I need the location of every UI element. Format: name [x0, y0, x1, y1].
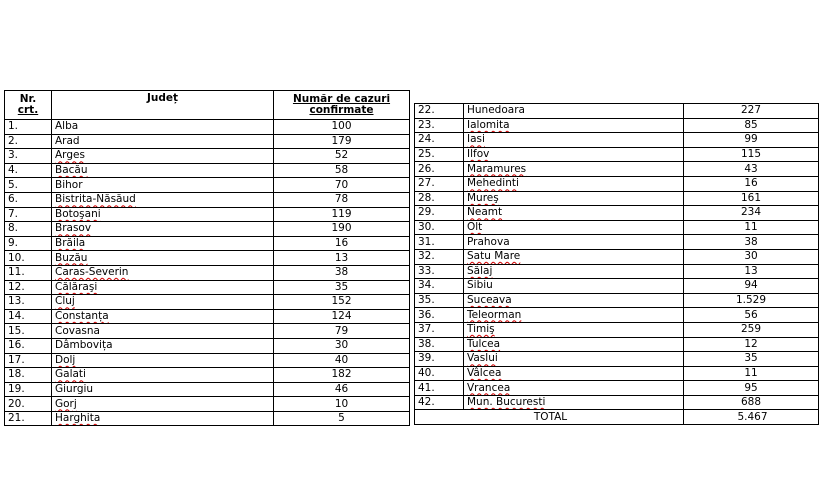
- judet-name: Ialomita: [467, 118, 510, 131]
- cell-cazuri: 16: [684, 176, 819, 191]
- table-row: [5, 134, 410, 149]
- judet-name: Harghita: [55, 412, 101, 425]
- cell-cazuri: 85: [684, 118, 819, 133]
- table-row: [415, 249, 819, 264]
- cell-judet: [464, 264, 684, 279]
- cell-judet: [464, 220, 684, 235]
- judet-name: Timiş: [467, 323, 495, 336]
- table-row: [5, 265, 410, 280]
- cases-table-right: [414, 103, 819, 425]
- table-row: [5, 280, 410, 295]
- cell-cazuri: 78: [274, 192, 410, 207]
- judet-name: Maramures: [467, 162, 527, 175]
- header-judet: Județ: [52, 91, 274, 120]
- cell-cazuri: 115: [684, 147, 819, 162]
- table-row: [415, 104, 819, 119]
- cell-judet: [52, 222, 274, 237]
- cell-nr: 10.: [5, 251, 52, 266]
- cell-cazuri: 259: [684, 322, 819, 337]
- table-row: [415, 162, 819, 177]
- table-row: [5, 222, 410, 237]
- cell-nr: 37.: [415, 322, 464, 337]
- judet-name: Mehedinti: [467, 177, 519, 190]
- cell-cazuri: 99: [684, 133, 819, 148]
- table-body-right: [415, 104, 819, 410]
- judet-name: Gorj: [55, 397, 77, 410]
- table-row: [415, 176, 819, 191]
- judet-name: Hunedoara: [467, 104, 525, 117]
- cell-nr: 6.: [5, 192, 52, 207]
- cell-cazuri: 16: [274, 236, 410, 251]
- judet-name: Tulcea: [467, 337, 501, 350]
- table-row: [5, 295, 410, 310]
- table-row: [415, 308, 819, 323]
- cell-judet: [52, 338, 274, 353]
- cell-cazuri: 13: [274, 251, 410, 266]
- cell-nr: 23.: [415, 118, 464, 133]
- table-row: [415, 381, 819, 396]
- cell-judet: [464, 352, 684, 367]
- judet-name: Covasna: [55, 324, 100, 337]
- cell-cazuri: 100: [274, 120, 410, 135]
- table-row: [5, 149, 410, 164]
- cell-nr: 39.: [415, 352, 464, 367]
- table-row: [415, 191, 819, 206]
- cell-cazuri: 43: [684, 162, 819, 177]
- header-nr-line2: crt.: [17, 104, 39, 116]
- cell-cazuri: 30: [274, 338, 410, 353]
- cell-judet: [52, 192, 274, 207]
- judet-name: Arges: [55, 149, 85, 162]
- table-row: [415, 395, 819, 410]
- table-row: [5, 309, 410, 324]
- cell-nr: 11.: [5, 265, 52, 280]
- cell-nr: 2.: [5, 134, 52, 149]
- cell-nr: 13.: [5, 295, 52, 310]
- table-row: [415, 352, 819, 367]
- table-row: [415, 322, 819, 337]
- table-row: [5, 353, 410, 368]
- cell-nr: 16.: [5, 338, 52, 353]
- table-row: [5, 368, 410, 383]
- judet-name: Cluj: [55, 295, 75, 308]
- cell-nr: 31.: [415, 235, 464, 250]
- cell-judet: [52, 368, 274, 383]
- judet-name: Galati: [55, 368, 86, 381]
- cell-judet: [52, 207, 274, 222]
- judet-name: Vâlcea: [467, 366, 502, 379]
- judet-name: Buzău: [55, 251, 88, 264]
- cell-nr: 12.: [5, 280, 52, 295]
- judet-name: Dâmbovița: [55, 339, 113, 352]
- cell-nr: 36.: [415, 308, 464, 323]
- cell-cazuri: 79: [274, 324, 410, 339]
- judet-name: Dolj: [55, 353, 76, 366]
- cell-nr: 42.: [415, 395, 464, 410]
- cell-nr: 7.: [5, 207, 52, 222]
- cell-judet: [52, 295, 274, 310]
- cell-cazuri: 46: [274, 382, 410, 397]
- table-row: [415, 220, 819, 235]
- cell-cazuri: 56: [684, 308, 819, 323]
- judet-name: Iasi: [467, 133, 485, 146]
- cell-judet: [464, 147, 684, 162]
- header-cazuri: [274, 91, 410, 120]
- cell-cazuri: 58: [274, 163, 410, 178]
- cell-cazuri: 161: [684, 191, 819, 206]
- cell-nr: 21.: [5, 411, 52, 426]
- cell-nr: 3.: [5, 149, 52, 164]
- cell-cazuri: 190: [274, 222, 410, 237]
- table-row: [5, 207, 410, 222]
- judet-name: Arad: [55, 134, 80, 147]
- cell-cazuri: 94: [684, 279, 819, 294]
- table-row: [415, 147, 819, 162]
- judet-name: Alba: [55, 120, 79, 133]
- cell-judet: [464, 191, 684, 206]
- judet-name: Vrancea: [467, 381, 511, 394]
- table-row: [5, 178, 410, 193]
- judet-name: Satu Mare: [467, 250, 521, 263]
- cell-judet: [52, 324, 274, 339]
- cell-judet: [52, 163, 274, 178]
- cell-cazuri: 182: [274, 368, 410, 383]
- table-row: [415, 264, 819, 279]
- cell-nr: 20.: [5, 397, 52, 412]
- cell-cazuri: 12: [684, 337, 819, 352]
- cell-cazuri: 124: [274, 309, 410, 324]
- cell-nr: 34.: [415, 279, 464, 294]
- header-row: [5, 91, 410, 120]
- header-nr-line1: Nr.: [19, 93, 37, 105]
- cell-judet: [52, 411, 274, 426]
- cases-table-left: [4, 90, 410, 426]
- cell-nr: 38.: [415, 337, 464, 352]
- cell-nr: 19.: [5, 382, 52, 397]
- table-row: [5, 236, 410, 251]
- cell-cazuri: 11: [684, 220, 819, 235]
- judet-name: Caras-Severin: [55, 266, 129, 279]
- cell-judet: [52, 149, 274, 164]
- judet-name: Sălaj: [467, 264, 493, 277]
- cell-nr: 1.: [5, 120, 52, 135]
- cell-judet: [52, 236, 274, 251]
- cell-judet: [52, 251, 274, 266]
- cell-judet: [52, 134, 274, 149]
- cell-nr: 32.: [415, 249, 464, 264]
- cell-nr: 18.: [5, 368, 52, 383]
- cell-cazuri: 38: [274, 265, 410, 280]
- cell-cazuri: 119: [274, 207, 410, 222]
- table-row: [5, 163, 410, 178]
- cell-nr: 17.: [5, 353, 52, 368]
- cell-nr: 33.: [415, 264, 464, 279]
- cell-cazuri: 40: [274, 353, 410, 368]
- table-row: [415, 293, 819, 308]
- judet-name: Olt: [467, 221, 483, 234]
- table-row: [5, 411, 410, 426]
- cell-nr: 28.: [415, 191, 464, 206]
- cell-judet: [464, 206, 684, 221]
- cell-cazuri: 52: [274, 149, 410, 164]
- cell-judet: [52, 120, 274, 135]
- cell-cazuri: 38: [684, 235, 819, 250]
- cell-nr: 5.: [5, 178, 52, 193]
- cell-nr: 27.: [415, 176, 464, 191]
- header-nr: [5, 91, 52, 120]
- cell-nr: 25.: [415, 147, 464, 162]
- cell-cazuri: 234: [684, 206, 819, 221]
- table-row: [415, 206, 819, 221]
- judet-name: Bistrita-Năsăud: [55, 193, 136, 206]
- cell-cazuri: 11: [684, 366, 819, 381]
- total-label: TOTAL: [415, 410, 684, 425]
- cell-judet: [464, 322, 684, 337]
- judet-name: Călăraşi: [55, 280, 98, 293]
- table-row: [415, 366, 819, 381]
- cell-judet: [52, 178, 274, 193]
- judet-name: Botoşani: [55, 207, 101, 220]
- cell-judet: [52, 382, 274, 397]
- cell-cazuri: 1.529: [684, 293, 819, 308]
- judet-name: Brăila: [55, 237, 86, 250]
- cell-judet: [464, 293, 684, 308]
- judet-name: Mureş: [467, 191, 499, 204]
- judet-name: Teleorman: [467, 308, 522, 321]
- cell-judet: [52, 353, 274, 368]
- cell-judet: [464, 249, 684, 264]
- cell-nr: 35.: [415, 293, 464, 308]
- table-row: [415, 118, 819, 133]
- cell-cazuri: 152: [274, 295, 410, 310]
- judet-name: Bihor: [55, 178, 83, 191]
- cell-judet: [464, 235, 684, 250]
- cell-judet: [52, 280, 274, 295]
- cell-cazuri: 30: [684, 249, 819, 264]
- table-row: [415, 279, 819, 294]
- cell-cazuri: 35: [684, 352, 819, 367]
- cell-judet: [464, 308, 684, 323]
- cell-nr: 40.: [415, 366, 464, 381]
- table-row: [415, 235, 819, 250]
- judet-name: Sibiu: [467, 279, 493, 292]
- cell-cazuri: 227: [684, 104, 819, 119]
- table-row: [5, 120, 410, 135]
- cell-cazuri: 5: [274, 411, 410, 426]
- cell-judet: [464, 118, 684, 133]
- cell-nr: 41.: [415, 381, 464, 396]
- total-row: [415, 410, 819, 425]
- table-row: [5, 192, 410, 207]
- cell-judet: [464, 337, 684, 352]
- cell-nr: 14.: [5, 309, 52, 324]
- table-body-left: [5, 120, 410, 426]
- judet-name: Vaslui: [467, 352, 498, 365]
- table-row: [5, 382, 410, 397]
- cell-nr: 26.: [415, 162, 464, 177]
- judet-name: Giurgiu: [55, 382, 94, 395]
- cell-judet: [464, 381, 684, 396]
- cell-cazuri: 13: [684, 264, 819, 279]
- cell-cazuri: 10: [274, 397, 410, 412]
- cell-cazuri: 35: [274, 280, 410, 295]
- table-row: [5, 338, 410, 353]
- cell-judet: [464, 176, 684, 191]
- cell-nr: 4.: [5, 163, 52, 178]
- table-row: [5, 251, 410, 266]
- cell-cazuri: 70: [274, 178, 410, 193]
- cell-judet: [52, 309, 274, 324]
- cell-cazuri: 688: [684, 395, 819, 410]
- cell-judet: [464, 279, 684, 294]
- cell-judet: [464, 366, 684, 381]
- judet-name: Neamt: [467, 206, 503, 219]
- cell-nr: 22.: [415, 104, 464, 119]
- cell-cazuri: 179: [274, 134, 410, 149]
- header-cazuri-line2: confirmate: [309, 104, 374, 116]
- cell-judet: [52, 265, 274, 280]
- total-value: 5.467: [684, 410, 819, 425]
- cell-nr: 29.: [415, 206, 464, 221]
- judet-name: Ilfov: [467, 148, 490, 161]
- judet-name: Brasov: [55, 222, 92, 235]
- cell-judet: [464, 104, 684, 119]
- table-row: [415, 133, 819, 148]
- judet-name: Prahova: [467, 235, 510, 248]
- cell-nr: 8.: [5, 222, 52, 237]
- cell-judet: [52, 397, 274, 412]
- cell-judet: [464, 133, 684, 148]
- judet-name: Suceava: [467, 294, 512, 307]
- table-row: [5, 397, 410, 412]
- cell-nr: 24.: [415, 133, 464, 148]
- cell-judet: [464, 395, 684, 410]
- table-row: [415, 337, 819, 352]
- table-row: [5, 324, 410, 339]
- header-cazuri-line1: Număr de cazuri: [292, 93, 391, 105]
- cell-judet: [464, 162, 684, 177]
- judet-name: Constanța: [55, 310, 109, 323]
- cell-cazuri: 95: [684, 381, 819, 396]
- judet-name: Bacău: [55, 164, 88, 177]
- judet-name: Mun. Bucuresti: [467, 396, 546, 409]
- cell-nr: 30.: [415, 220, 464, 235]
- cell-nr: 15.: [5, 324, 52, 339]
- cell-nr: 9.: [5, 236, 52, 251]
